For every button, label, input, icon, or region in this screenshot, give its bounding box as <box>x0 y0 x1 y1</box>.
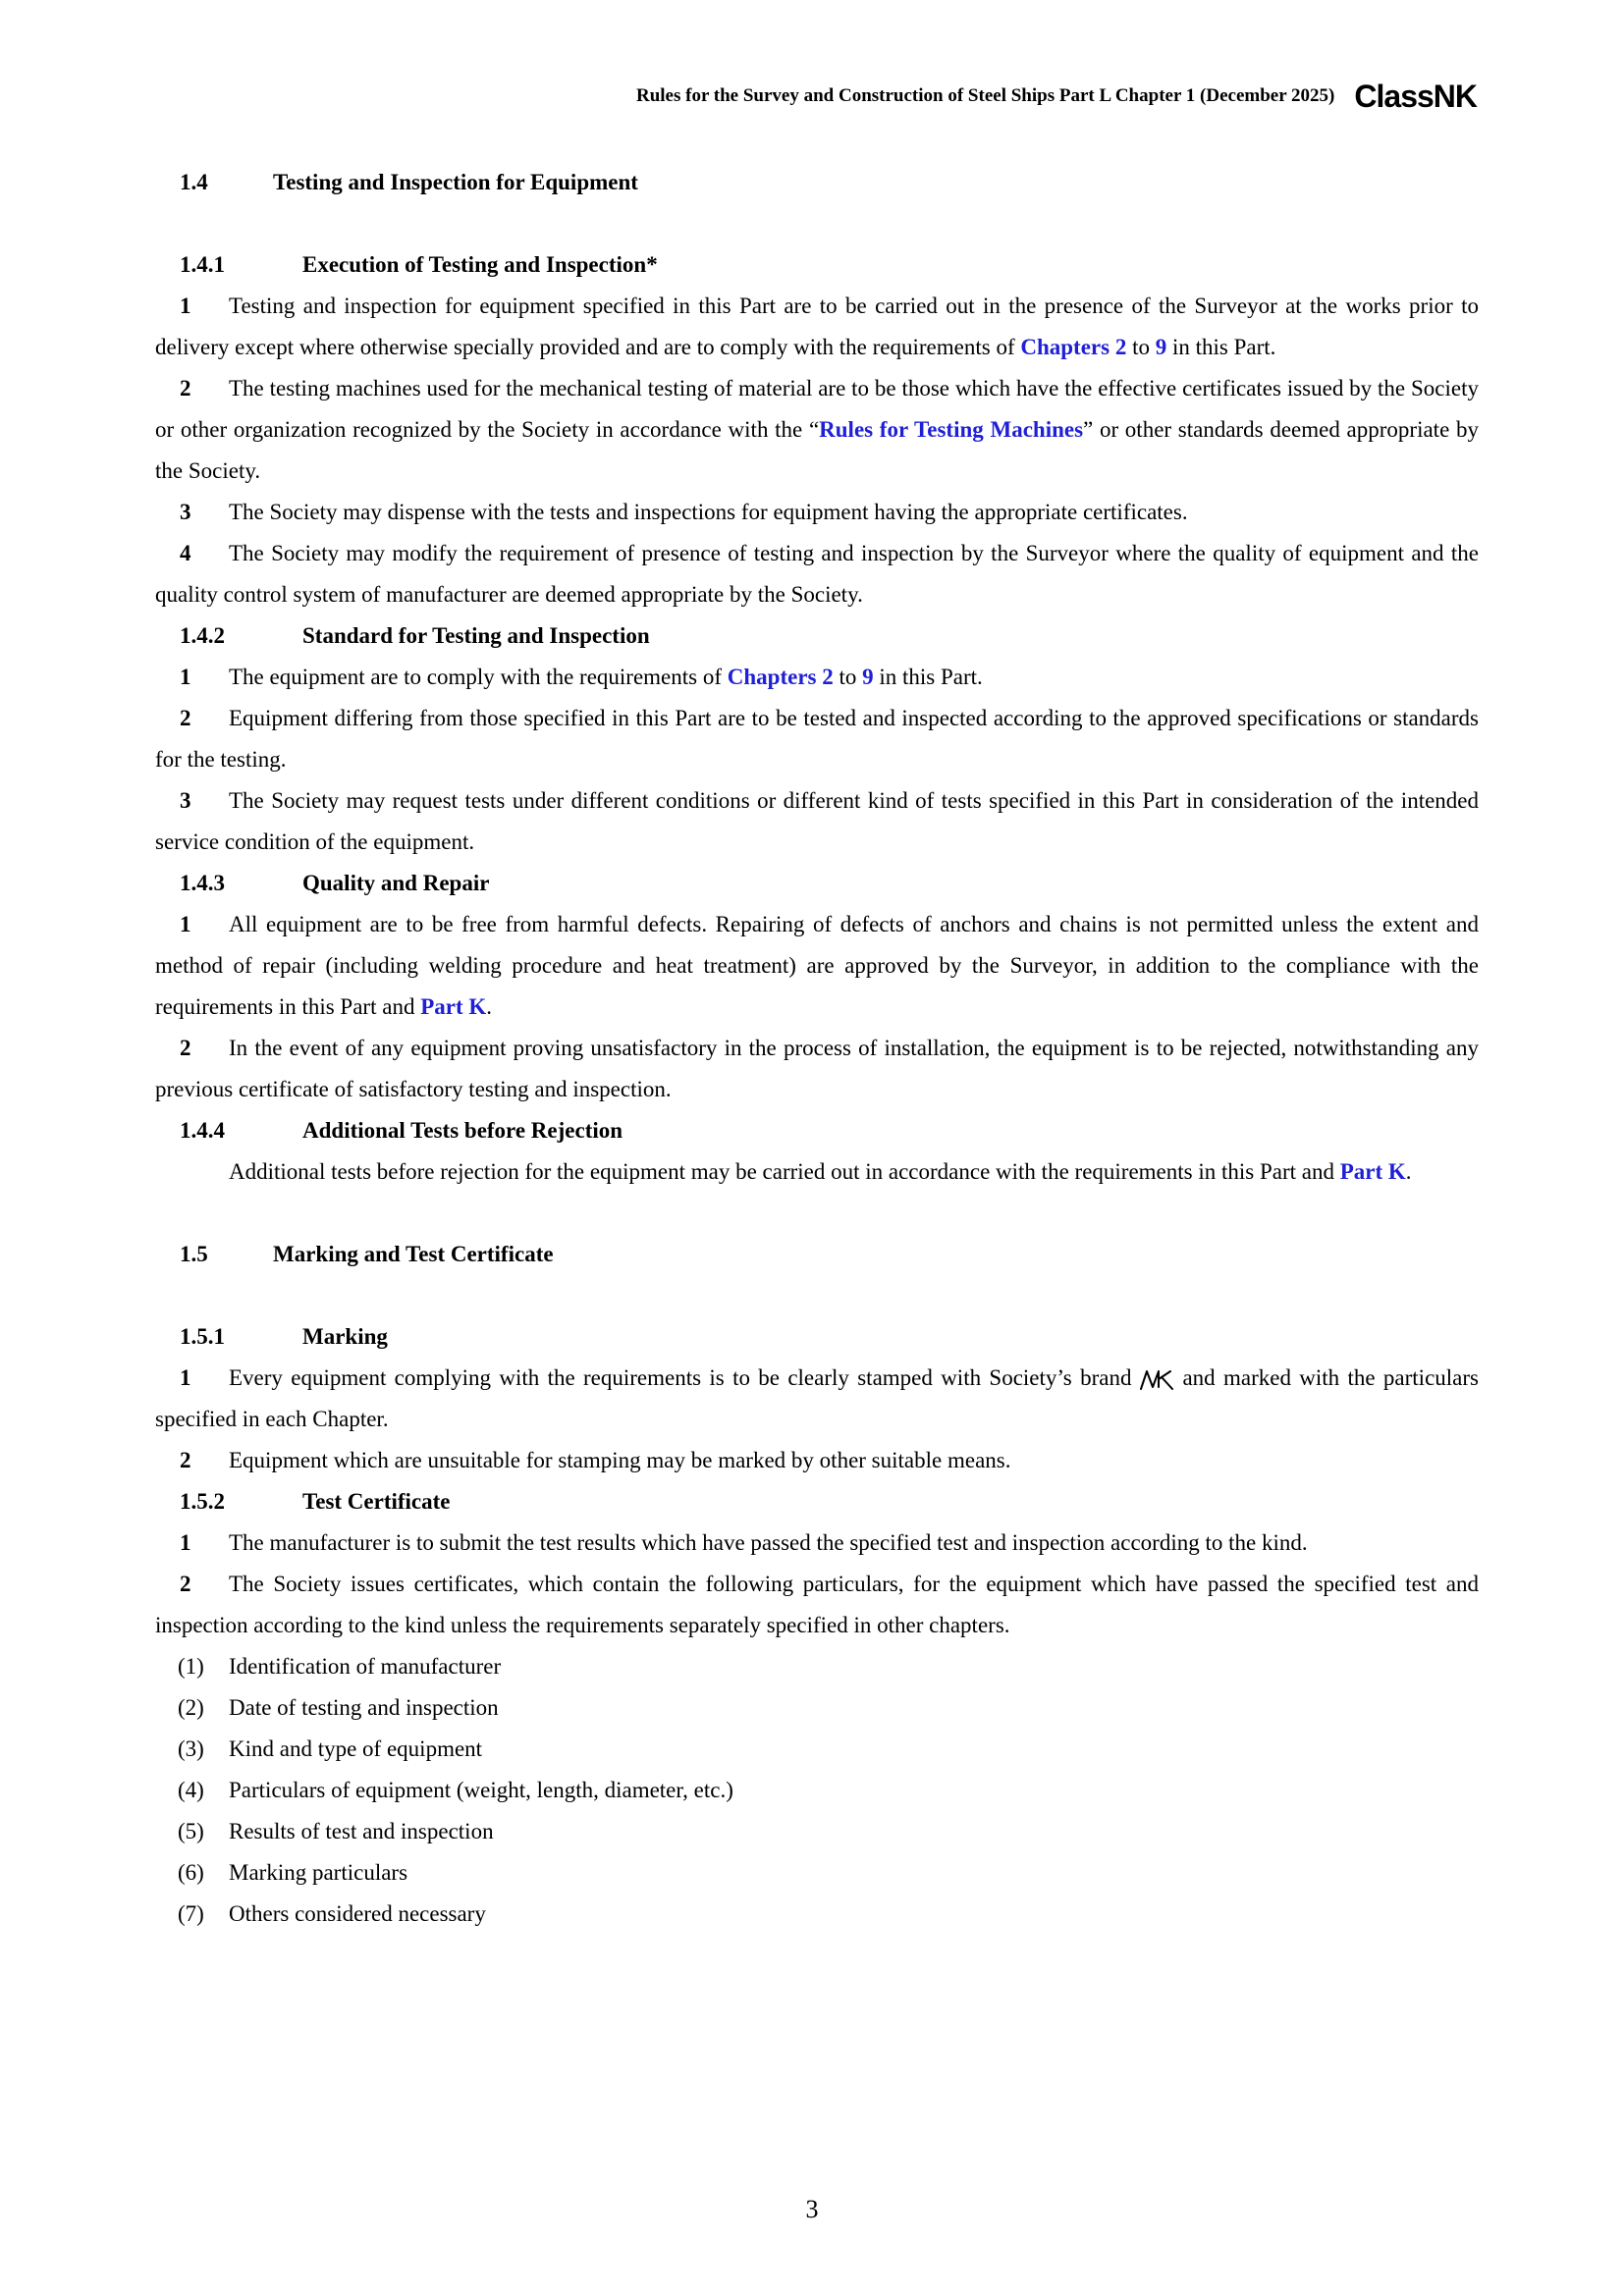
section-heading-1-5 <box>155 1234 1479 1275</box>
part-link[interactable]: Part K <box>1339 1159 1406 1184</box>
document-body <box>155 162 1479 1935</box>
list-item <box>155 1811 1479 1852</box>
subsection-number: 1.5.1 <box>180 1324 225 1349</box>
list-item-number: (2) <box>178 1695 204 1720</box>
subsection-heading-1-5-2 <box>155 1481 1479 1522</box>
paragraph-number: 2 <box>180 1448 191 1472</box>
subsection-number: 1.4.4 <box>180 1118 225 1143</box>
chapter-link[interactable]: 9 <box>862 665 874 689</box>
subsection-title: Execution of Testing and Inspection* <box>302 252 658 277</box>
paragraph-number: 1 <box>180 912 191 936</box>
list-item-text: Kind and type of equipment <box>229 1736 483 1761</box>
paragraph: 4 The Society may modify the requirement of presence of testing and inspection by the Surveyor where the quality of equipment and the quality control system of manufacturer are deemed appropriate by the Society. <box>155 533 1479 615</box>
list-item-number: (3) <box>178 1736 204 1761</box>
paragraph: 1 Testing and inspection for equipment specified in this Part are to be carried out in the presence of the Surveyor at the works prior to delivery except where otherwise specially provided and are to comply with the requirements of Chapters 2 to 9 in this Part. <box>155 286 1479 368</box>
subsection-title: Marking <box>302 1324 388 1349</box>
rules-link[interactable]: Rules for Testing Machines <box>819 417 1084 442</box>
running-header <box>636 79 1477 114</box>
paragraph-number: 1 <box>180 1365 191 1390</box>
list-item <box>155 1687 1479 1729</box>
list-item-text: Others considered necessary <box>229 1901 486 1926</box>
list-item-number: (1) <box>178 1654 204 1679</box>
paragraph-number: 1 <box>180 665 191 689</box>
paragraph: 1 The manufacturer is to submit the test results which have passed the specified test and inspection according to the kind. <box>155 1522 1479 1564</box>
chapter-link[interactable]: 9 <box>1155 335 1167 359</box>
subsection-title: Additional Tests before Rejection <box>302 1118 623 1143</box>
subsection-number: 1.4.3 <box>180 871 225 895</box>
list-item <box>155 1646 1479 1687</box>
paragraph: 2 In the event of any equipment proving unsatisfactory in the process of installation, the equipment is to be rejected, notwithstanding any previous certificate of satisfactory testing and inspection. <box>155 1028 1479 1110</box>
paragraph-number: 1 <box>180 294 191 318</box>
list-item-number: (5) <box>178 1819 204 1843</box>
part-link[interactable]: Part K <box>420 994 487 1019</box>
list-item <box>155 1770 1479 1811</box>
subsection-number: 1.4.2 <box>180 623 225 648</box>
paragraph-number: 2 <box>180 376 191 400</box>
header-title: Rules for the Survey and Construction of Steel Ships Part L Chapter 1 (December 2025) <box>635 85 1335 106</box>
paragraph-number: 1 <box>180 1530 191 1555</box>
chapter-link[interactable]: Chapters 2 <box>727 665 834 689</box>
list-item-text: Marking particulars <box>229 1860 408 1885</box>
paragraph: Additional tests before rejection for the equipment may be carried out in accordance with the requirements in this Part and Part K. <box>229 1159 1412 1184</box>
section-number: 1.5 <box>180 1242 208 1266</box>
paragraph-number: 2 <box>180 1572 191 1596</box>
subsection-heading-1-4-3 <box>155 863 1479 904</box>
section-heading-1-4 <box>155 162 1479 203</box>
paragraph-number: 2 <box>180 1036 191 1060</box>
paragraph: 3 The Society may request tests under different conditions or different kind of tests specified in this Part in consideration of the intended service condition of the equipment. <box>155 780 1479 863</box>
section-number: 1.4 <box>180 170 208 194</box>
list-item-number: (6) <box>178 1860 204 1885</box>
list-item-number: (7) <box>178 1901 204 1926</box>
subsection-heading-1-4-2 <box>155 615 1479 657</box>
paragraph: 1 All equipment are to be free from harmful defects. Repairing of defects of anchors and chains is not permitted unless the extent and method of repair (including welding procedure and heat treatment) are approved by the Surveyor, in addition to the compliance with the requirements in this Part and Part K. <box>155 904 1479 1028</box>
list-item-text: Identification of manufacturer <box>229 1654 502 1679</box>
paragraph: 2 The testing machines used for the mechanical testing of material are to be those which have the effective certificates issued by the Society or other organization recognized by the Society in accordance with the “Rules for Testing Machines” or other standards deemed appropriate by the Society. <box>155 368 1479 492</box>
subsection-heading-1-5-1 <box>155 1316 1479 1358</box>
list-item <box>155 1894 1479 1935</box>
list-item-number: (4) <box>178 1778 204 1802</box>
paragraph: 2 Equipment which are unsuitable for stamping may be marked by other suitable means. <box>155 1440 1479 1481</box>
paragraph-number: 3 <box>180 500 191 524</box>
section-title: Testing and Inspection for Equipment <box>273 170 638 194</box>
classnk-logo: ClassNK <box>1354 78 1477 114</box>
list-item <box>155 1852 1479 1894</box>
particulars-list <box>155 1646 1479 1935</box>
subsection-number: 1.4.1 <box>180 252 225 277</box>
subsection-heading-1-4-4 <box>155 1110 1479 1151</box>
paragraph: 3 The Society may dispense with the tests and inspections for equipment having the appropriate certificates. <box>155 492 1479 533</box>
paragraph: 2 Equipment differing from those specified in this Part are to be tested and inspected according to the approved specifications or standards for the testing. <box>155 698 1479 780</box>
paragraph: 1 The equipment are to comply with the requirements of Chapters 2 to 9 in this Part. <box>155 657 1479 698</box>
subsection-number: 1.5.2 <box>180 1489 225 1514</box>
subsection-title: Standard for Testing and Inspection <box>302 623 650 648</box>
subsection-heading-1-4-1 <box>155 244 1479 286</box>
list-item-text: Date of testing and inspection <box>229 1695 499 1720</box>
paragraph-number: 4 <box>180 541 191 565</box>
section-title: Marking and Test Certificate <box>273 1242 554 1266</box>
list-item-text: Particulars of equipment (weight, length, diameter, etc.) <box>229 1778 733 1802</box>
chapter-link[interactable]: Chapters 2 <box>1020 335 1127 359</box>
list-item <box>155 1729 1479 1770</box>
subsection-title: Quality and Repair <box>302 871 490 895</box>
subsection-title: Test Certificate <box>302 1489 451 1514</box>
page-number: 3 <box>805 2195 819 2223</box>
list-item-text: Results of test and inspection <box>229 1819 494 1843</box>
paragraph-number: 2 <box>180 706 191 730</box>
society-brand-mark-icon <box>1137 1367 1176 1393</box>
paragraph: 1 Every equipment complying with the requirements is to be clearly stamped with Society’s brand and marked with the particulars specified in each Chapter. <box>155 1358 1479 1440</box>
paragraph-number: 3 <box>180 788 191 813</box>
paragraph: 2 The Society issues certificates, which contain the following particulars, for the equipment which have passed the specified test and inspection according to the kind unless the requirements separately specified in other chapters. <box>155 1564 1479 1646</box>
